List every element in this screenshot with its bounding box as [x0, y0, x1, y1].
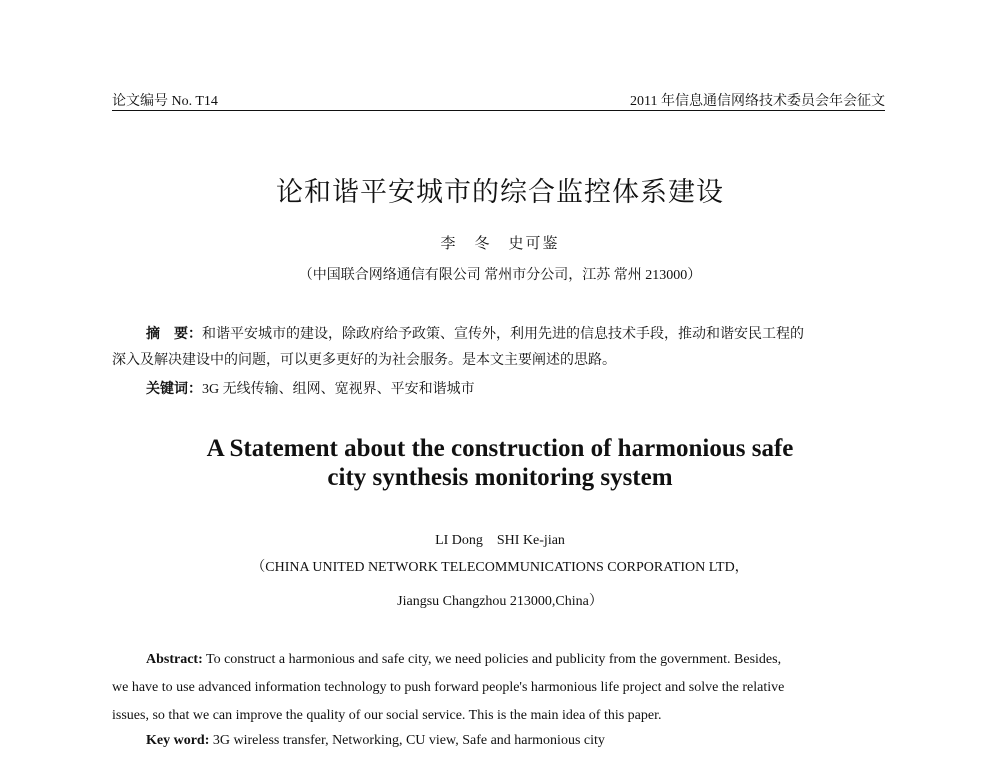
conference-name: 2011 年信息通信网络技术委员会年会征文 — [630, 94, 885, 109]
english-abstract-line — [112, 646, 885, 674]
page-header — [112, 90, 885, 111]
chinese-authors: 李 冬 史可鉴 — [440, 236, 560, 252]
paper-number: 论文编号 No. T14 — [112, 94, 218, 109]
english-title-line-2: city synthesis monitoring system — [327, 464, 673, 491]
english-authors: LI Dong SHI Ke-jian — [435, 533, 565, 548]
english-affiliation-line-1: （CHINA UNITED NETWORK TELECOMMUNICATIONS CORPORATION LTD， — [251, 560, 749, 575]
chinese-abstract-text-1: 和谐平安城市的建设，除政府给予政策、宣传外，利用先进的信息技术手段，推动和谐安民工程的 — [202, 327, 804, 342]
chinese-abstract — [112, 322, 885, 374]
english-abstract-text-2: we have to use advanced information technology to push forward people's harmonious life project and solve the relative — [112, 680, 785, 695]
chinese-title: 论和谐平安城市的综合监控体系建设 — [276, 177, 724, 207]
chinese-abstract-line — [112, 322, 885, 348]
english-keywords-label: Key word: — [146, 733, 210, 748]
chinese-abstract-label: 摘 要： — [146, 327, 202, 342]
english-abstract — [112, 646, 885, 730]
english-title — [0, 434, 1000, 492]
chinese-affiliation: （中国联合网络通信有限公司 常州市分公司，江苏 常州 213000） — [298, 268, 702, 283]
chinese-abstract-text-2: 深入及解决建设中的问题，可以更多更好的为社会服务。是本文主要阐述的思路。 — [112, 353, 616, 368]
english-title-line-1: A Statement about the construction of harmonious safe — [206, 435, 794, 462]
chinese-keywords — [146, 378, 886, 398]
english-abstract-label: Abstract: — [146, 652, 203, 667]
chinese-keywords-text: 3G 无线传输、组网、宽视界、平安和谐城市 — [202, 382, 475, 397]
english-keywords — [146, 733, 886, 749]
english-abstract-text-1: To construct a harmonious and safe city, we need policies and publicity from the government. Besides, — [202, 652, 782, 667]
english-abstract-text-3: issues, so that we can improve the quality of our social service. This is the main idea of this paper. — [112, 708, 662, 723]
english-affiliation-line-2: Jiangsu Changzhou 213000,China） — [397, 594, 603, 609]
english-keywords-text: 3G wireless transfer, Networking, CU view, Safe and harmonious city — [209, 733, 605, 748]
chinese-keywords-label: 关键词： — [146, 382, 202, 397]
